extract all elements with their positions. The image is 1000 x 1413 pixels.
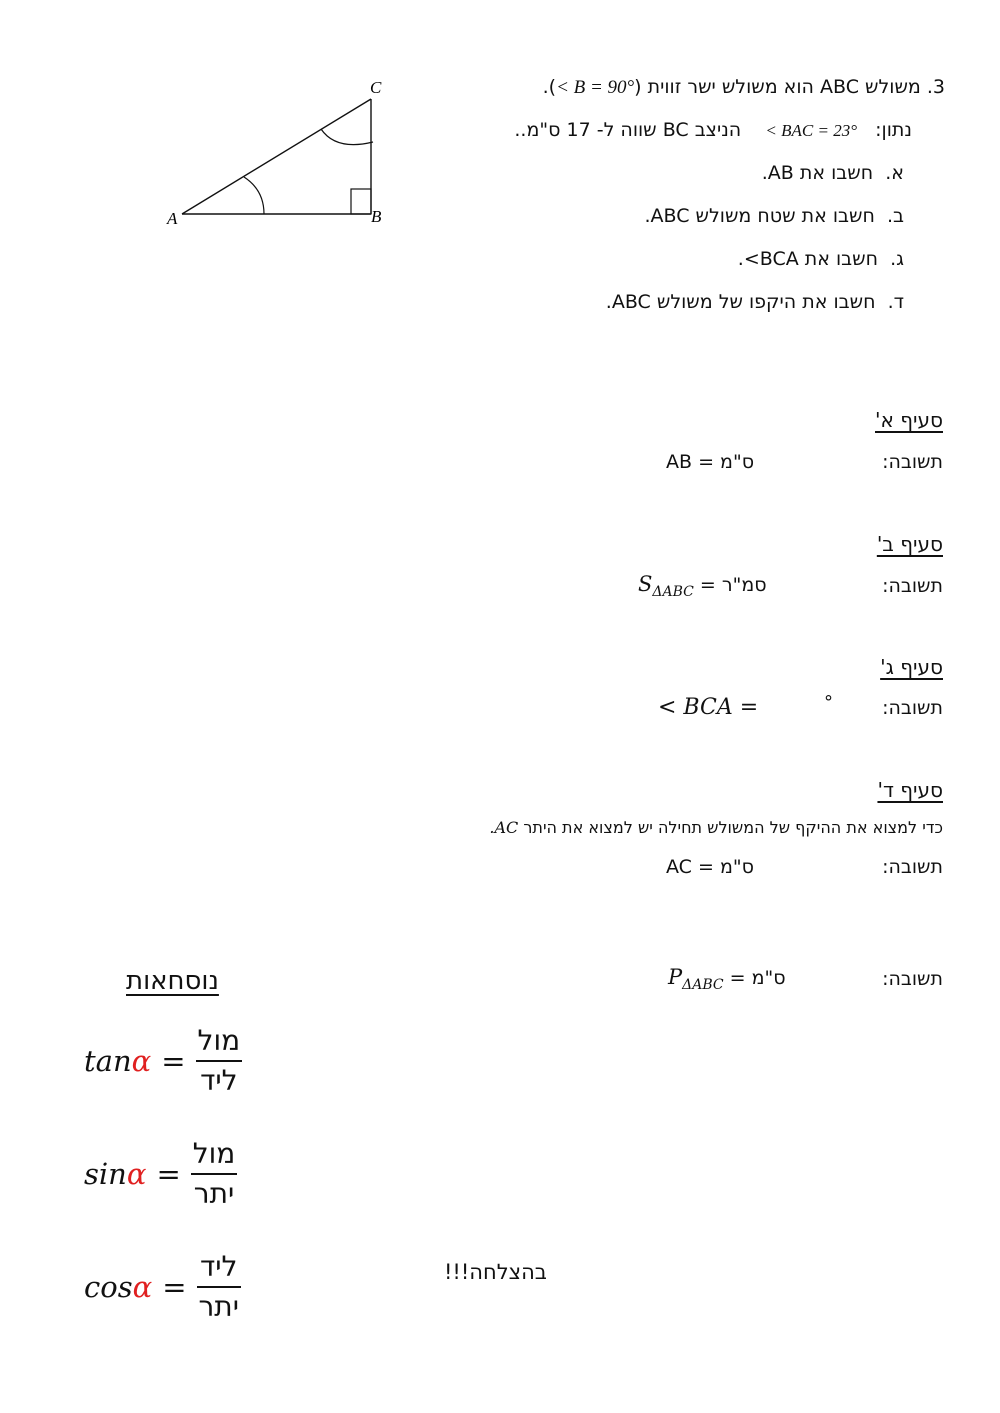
section-a-title: סעיף א' xyxy=(875,408,943,432)
part-b-text: חשבו את שטח משולש ABC. xyxy=(644,205,875,227)
section-d-answer2-label: תשובה: xyxy=(882,968,943,990)
triangle-diagram xyxy=(160,75,390,235)
formula-cos-fraction xyxy=(197,1250,241,1324)
section-b-title: סעיף ב' xyxy=(876,532,943,556)
section-b-unit: סמ"ר xyxy=(721,574,767,596)
formulas-title: נוסחאות xyxy=(126,966,219,996)
section-c-unit: ° xyxy=(824,692,833,713)
part-d xyxy=(606,291,904,313)
section-b-answer xyxy=(638,572,767,600)
section-d-answer-label: תשובה: xyxy=(882,856,943,878)
formula-tan-denominator: ליד xyxy=(200,1064,238,1097)
section-a-answer-label: תשובה: xyxy=(882,451,943,473)
section-c-title: סעיף ג' xyxy=(880,655,943,679)
vertex-label-a: A xyxy=(167,209,178,228)
formula-tan-fraction xyxy=(196,1024,243,1098)
part-d-text: חשבו את היקפו של משולש ABC. xyxy=(605,291,876,313)
formula-cos xyxy=(84,1250,241,1324)
formula-sin-numerator: מול xyxy=(192,1137,236,1170)
section-c-var: < BCA = xyxy=(658,695,759,720)
section-b-sub: ΔABC xyxy=(652,583,694,600)
section-d-sub2: ΔABC xyxy=(682,976,724,993)
section-a-unit: ס"מ xyxy=(720,451,755,473)
formula-tan xyxy=(84,1024,242,1098)
formula-sin-eq: = xyxy=(156,1157,181,1191)
formula-cos-denominator: יתר xyxy=(198,1290,239,1323)
section-d-unit: ס"מ xyxy=(719,856,754,878)
good-luck-text: בהצלחה!!! xyxy=(444,1260,547,1284)
question-number: 3. xyxy=(926,76,945,98)
section-d-title: סעיף ד' xyxy=(877,778,943,802)
section-d-note-text: כדי למצוא את ההיקף של המשולש תחילה יש למצוא את היתר xyxy=(523,818,943,837)
angle-b-math: < B = 90° xyxy=(556,77,635,98)
formula-tan-alpha: α xyxy=(131,1044,152,1078)
part-a xyxy=(762,162,904,184)
formula-cos-bar xyxy=(197,1286,241,1288)
formula-tan-numerator: מול xyxy=(197,1024,241,1057)
right-angle-mark xyxy=(351,189,371,214)
part-c-letter: ג. xyxy=(890,248,904,270)
formula-tan-eq: = xyxy=(161,1044,186,1078)
section-a-answer xyxy=(666,451,754,473)
formula-tan-fn: tan xyxy=(84,1044,132,1078)
section-b-eq: = xyxy=(699,574,716,596)
part-b-letter: ב. xyxy=(886,205,904,227)
formula-sin-fn: sin xyxy=(84,1157,127,1191)
question-text: משולש ABC הוא משולש ישר זווית xyxy=(647,76,921,98)
formula-sin-denominator: יתר xyxy=(193,1177,235,1210)
section-b-answer-label: תשובה: xyxy=(882,575,943,597)
section-d-answer xyxy=(666,856,754,878)
angle-arc-c xyxy=(321,129,373,145)
section-c-answer-label: תשובה: xyxy=(882,697,943,719)
part-d-letter: ד. xyxy=(887,291,904,313)
side-ac xyxy=(182,99,371,214)
given-text: הניצב BC שווה ל- 17 ס"מ.. xyxy=(514,119,742,141)
vertex-label-b: B xyxy=(371,207,382,226)
formula-cos-numerator: ליד xyxy=(200,1250,238,1283)
part-a-text: חשבו את AB. xyxy=(761,162,874,184)
part-b xyxy=(644,205,904,227)
formula-cos-fn: cos xyxy=(84,1270,133,1304)
question-paren-open: ( xyxy=(634,76,642,98)
section-a-var: AB = xyxy=(666,451,714,473)
section-d-answer2 xyxy=(668,965,786,993)
question-line-1 xyxy=(543,76,945,99)
section-d-unit2: ס"מ xyxy=(751,967,786,989)
section-d-note xyxy=(489,818,943,837)
section-d-eq2: = xyxy=(729,967,746,989)
formula-cos-alpha: α xyxy=(132,1270,153,1304)
vertex-label-c: C xyxy=(370,78,382,97)
section-b-var: S xyxy=(638,572,653,596)
formula-sin-alpha: α xyxy=(126,1157,147,1191)
part-a-letter: א. xyxy=(885,162,904,184)
formula-tan-bar xyxy=(196,1060,243,1062)
section-d-var2: P xyxy=(668,965,683,989)
given-label: נתון: xyxy=(875,119,912,141)
formula-sin-bar xyxy=(191,1173,238,1175)
formula-sin xyxy=(84,1137,237,1211)
part-c-text: חשבו את BCA>. xyxy=(737,248,879,270)
angle-arc-a xyxy=(244,177,264,214)
formula-sin-fraction xyxy=(191,1137,238,1211)
section-d-var: AC = xyxy=(666,856,714,878)
part-c xyxy=(738,248,904,270)
formula-cos-eq: = xyxy=(162,1270,187,1304)
section-d-note-var: AC. xyxy=(489,818,519,837)
given-angle: < BAC = 23° xyxy=(765,121,858,140)
question-paren-close: ). xyxy=(542,76,557,98)
question-given xyxy=(514,119,912,141)
